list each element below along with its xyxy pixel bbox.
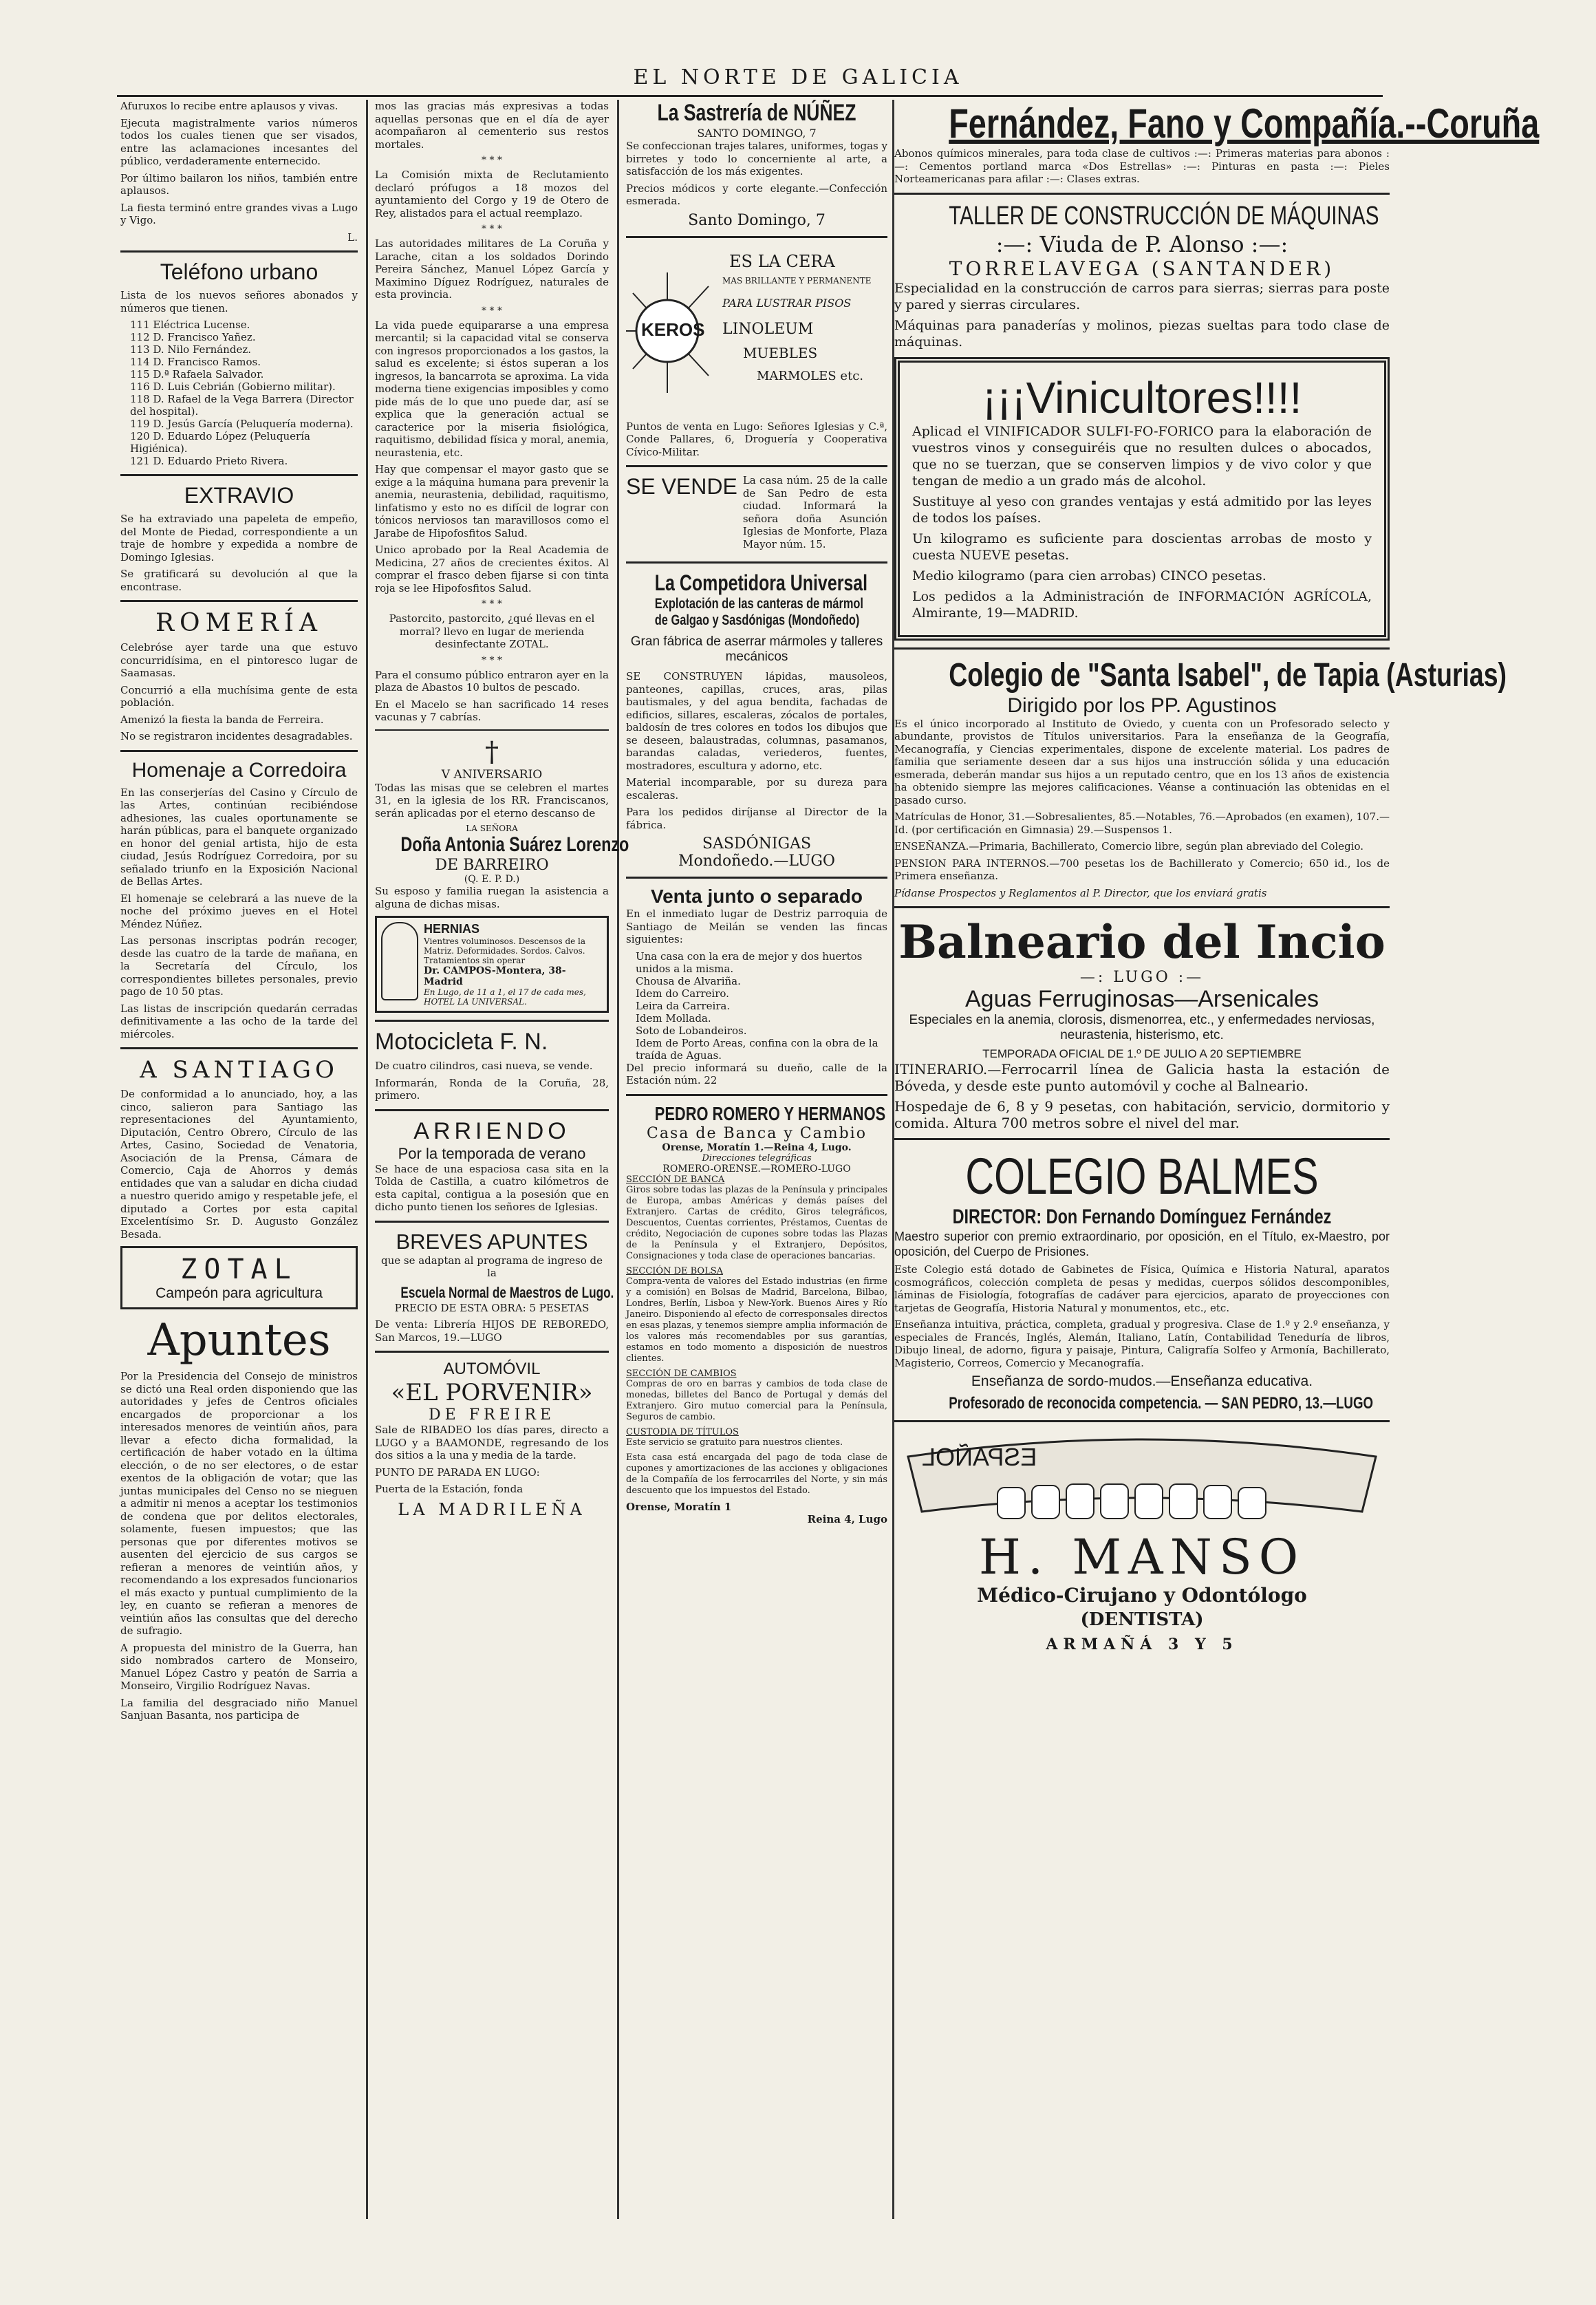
divider [894, 906, 1390, 908]
venta-list [626, 950, 887, 1062]
arriendo-title: ARRIENDO [413, 1117, 570, 1144]
divider [894, 1138, 1390, 1140]
telefono-title: Teléfono urbano [160, 259, 319, 284]
divider [120, 1047, 358, 1049]
balmes-title: COLEGIO BALMES [965, 1148, 1319, 1205]
divider [120, 600, 358, 602]
column-3: La Sastrería de NÚÑEZ SANTO DOMINGO, 7 Se confeccionan trajes talares, uniformes, togas y birretes y todo lo concerniente al arte, a satisfacción de los más exigentes. Precios módicos y corte elegante.—Confección esmerada. Santo Domingo, 7 KEROS ES LA CERA MAS BRILLANTE Y PERMANENTE PARA LUSTRAR PISOS LINOLEUM MUEBLES MARMOLES etc. Puntos de venta en Lugo: Señores Iglesias y C.ª, Conde Pallares, 6, Droguería y Cooperativa Cívico-Militar. SE VENDE La casa núm. 25 de la calle de San Pedro de esta ciudad. Informará la señora doña Asunción Iglesias de Monforte, Plaza Mayor núm. 15. La Competidora Universal Explotación de las canteras de mármol de Galgao y Sasdónigas (Mondoñedo) Gran fábrica de aserrar mármoles y talleres mecánicos SE CONSTRUYEN lápidas, mausoleos, panteones, capillas, cruces, aras, pilas bautismales, y del agua bendita, fachadas de edificios, sillares, escaleras, zócalos de portales, baldosín de tres colores en todos los dibujos que se deseen, balaustradas, columnas, pasamanos, barandas caladas, veriederos, fuentes, mostradores, escultura y adorno, etc. Material incomparable, por su dureza para escaleras. Para los pedidos diríjanse al Director de la fábrica. SASDÓNIGAS Mondoñedo.—LUGO Venta junto o separado En el inmediato lugar de Destriz parroquia de Santiago de Meilán se venden las fincas siguientes: Una casa con la era de mejor y dos huertos unidos a la misma. Chousa de Alvariña. Idem do Carreiro. Leira da Carreira. Idem Mollada. Soto de Lobandeiros. Idem de Porto Areas, confina con la obra de la traída de Aguas. Del precio informará su dueño, calle de la Estación núm. 22 PEDRO ROMERO Y HERMANOS Casa de Banca y Cambio Orense, Moratín 1.—Reina 4, Lugo. Direcciones telegráficas ROMERO-ORENSE.—ROMERO-LUGO SECCIÓN DE BANCA Giros sobre todas las plazas de la Península y principales de Europa, ambas Américas y demás países del Extranjero. Cartas de crédito, Giros telegráficos, Descuentos, Cuentas corrientes, Préstamos, Cuentas de crédito, Negociación de cupones sobre todas las Plazas de la Península y el Extranjero, Depósitos, Consignaciones y toda clase de operaciones bancarias. SECCIÓN DE BOLSA Compra-venta de valores del Estado industrias (en firme y a comisión) en Bolsas de Madrid, Barcelona, Bilbao, Londres, Berlín, Lisboa y New-York. Buenos Aires y Río Janeiro. Disponiendo al efecto de corresponsales directos en esas plazas, y tenemos siempre amplia información de los valores más recomendables por sus garantías, estamos en todo momento a disposición de nuestros clientes. SECCIÓN DE CAMBIOS Compras de oro en barras y cambios de toda clase de monedas, billetes del Banco de Portugal y demás del Extranjero. Giro mutuo comercial para la Península, Seguros de cambio. CUSTODIA DE TÍTULOS Este servicio se gratuito para nuestros clientes. Esta casa está encargada del pago de toda clase de cupones y amortizaciones de las acciones y obligaciones de la Compañía de los ferrocarriles del Norte, y sin más descuento que los impuestos del Estado. Orense, Moratín 1 Reina 4, Lugo [626, 100, 887, 1525]
list-item: 119 D. Jesús García (Peluquería moderna). [130, 418, 354, 430]
column-divider [366, 100, 368, 2219]
divider [894, 647, 1390, 650]
list-item: Soto de Lobandeiros. [636, 1024, 747, 1037]
breves-title: BREVES APUNTES [396, 1229, 588, 1254]
list-item: 120 D. Eduardo López (Peluquería Higiénica). [130, 430, 310, 455]
homenaje-title: Homenaje a Corredoira [131, 758, 347, 782]
newspaper-header: EL NORTE DE GALICIA [633, 65, 963, 89]
list-item: 115 D.ª Rafaela Salvador. [130, 368, 264, 380]
zotal-ad: ZOTAL Campeón para agricultura [120, 1246, 358, 1309]
taller-title: TALLER DE CONSTRUCCIÓN DE MÁQUINAS [949, 201, 1379, 231]
list-item: 121 D. Eduardo Prieto Rivera. [130, 455, 288, 467]
list-item: Una casa con la era de mejor y dos huertos unidos a la misma. [636, 950, 863, 975]
divider [375, 729, 609, 731]
divider [120, 250, 358, 253]
divider [626, 236, 887, 238]
divider [894, 1420, 1390, 1422]
list-item: Leira da Carreira. [636, 999, 731, 1012]
divider [626, 465, 887, 467]
column-1: Afuruxos lo recibe entre aplausos y vivas. Ejecuta magistralmente varios números todos los cuales tienen que ser visados, entre las aclamaciones incesantes del público, verdaderamente enternecido. Por último bailaron los niños, también entre aplausos. La fiesta terminó entre grandes vivas a Lugo y Vigo. L. Teléfono urbano Lista de los nuevos señores abonados y números que tienen. 111 Eléctrica Lucense. 112 D. Francisco Yañez. 113 D. Nilo Fernández. 114 D. Francisco Ramos. 115 D.ª Rafaela Salvador. 116 D. Luis Cebrián (Gobierno militar). 118 D. Rafael de la Vega Barrera (Director del hospital). 119 D. Jesús García (Peluquería moderna). 120 D. Eduardo López (Peluquería Higiénica). 121 D. Eduardo Prieto Rivera. EXTRAVIO Se ha extraviado una papeleta de empeño, del Monte de Piedad, correspondiente a un traje de hombre y expedida a nombre de Domingo Iglesias. Se gratificará su devolución al que la encontrase. ROMERÍA Celebróse ayer tarde una que estuvo concurridísima, en el pintoresco lugar de Saamasas. Concurrió a ella muchísima gente de esta población. Amenizó la fiesta la banda de Ferreira. No se registraron incidentes desagradables. Homenaje a Corredoira En las conserjerías del Casino y Círculo de las Artes, continúan recibiéndose adhesiones, las cuales oportunamente se harán públicas, para el banquete organizado en honor del genial artista, hijo de esta ciudad, Jesús Rodríguez Corredoira, por su señalado triunfo en la Exposición Nacional de Bellas Artes. El homenaje se celebrará a las nueve de la noche del próximo jueves en el Hotel Méndez Núñez. Las personas inscriptas podrán recoger, desde las cuatro de la tarde de mañana, en la Secretaría del Círculo, los correspondientes billetes personales, previo pago de 10 50 ptas. Las listas de inscripción quedarán cerradas definitivamente a las ocho de la tarde del miércoles. A SANTIAGO De conformidad a lo anunciado, hoy, a las cinco, salieron para Santiago las representaciones del Ayuntamiento, Diputación, Centro Obrero, Círculo de las Artes, Casino, Sociedad de Venatoria, Asociación de la Prensa, Cámara de Comercio, Caja de Ahorros y demás entidades que van a saludar en dicha ciudad a nuestro querido amigo y respetable jefe, el diputado a Cortes por esta capital Excelentísimo Sr. D. Augusto González Besada. ZOTAL Campeón para agricultura Apuntes Por la Presidencia del Consejo de ministros se dictó una Real orden disponiendo que las autoridades y jefes de Centros oficiales encargados de proporcionar a los interesados menores de veintiún años, para llevar a efecto dicha formalidad, la certificación de haber votado en la última elección, o de no ser electores, o de estar exentos de la obligación de votar; que las juntas municipales del Censo no se nieguen a admitir ni menos a aceptar los testimonios de condena que por delitos electorales, solamente, fuesen impuestos; que las personas que por diferentes motivos se ausenten del ejercicio de sus cargos se refieran a menores de veintiún años, y recomendando a los expresados funcionarios el más exacto y puntual cumplimiento de la ley, en cuanto se refieran a menores de veintiún años las consultas que del derecho de sufragio. A propuesta del ministro de la Guerra, han sido nombrados cartero de Monseiro, Manuel López Castro y peatón de Sarria a Monseiro, Virgilio Rodríguez Navas. La familia del desgraciado niño Manuel Sanjuan Basanta, nos participa de [120, 100, 358, 1722]
fernandez-title: Fernández, Fano y Compañía.--Coruña [949, 100, 1540, 147]
sevende-ad: SE VENDE La casa núm. 25 de la calle de San Pedro de esta ciudad. Informará la señora doña Asunción Iglesias de Monforte, Plaza Mayor núm. 15. [626, 474, 887, 550]
divider [375, 1020, 609, 1022]
motocicleta-title: Motocicleta F. N. [375, 1029, 548, 1055]
venta-title: Venta junto o separado [650, 886, 863, 907]
list-item: 114 D. Francisco Ramos. [130, 356, 261, 368]
pedro-title: PEDRO ROMERO Y HERMANOS [654, 1102, 886, 1124]
balneario-title: Balneario del Incio [898, 915, 1385, 969]
vinicultores-ad: ¡¡¡Vinicultores!!!! Aplicad el VINIFICADOR SULFI-FO-FORICO para la elaboración de vuestros vinos y conseguiréis que no resulten dulces o abocados, que no se tuerzan, que se conserven limpios y de vivo color y que tengan de medio a un grado más de alcohol. Sustituye al yeso con grandes ventajas y está admitido por las leyes de todos los países. Un kilogramo es suficiente para doscientas arrobas de mosto y cuesta NUEVE pesetas. Medio kilogramo (para cien arrobas) CINCO pesetas. Los pedidos a la Administración de INFORMACIÓN AGRÍCOLA, Almirante, 19—MADRID. [894, 357, 1390, 641]
sastreria-title: La Sastrería de NÚÑEZ [657, 100, 856, 126]
deceased-name: Doña Antonia Suárez Lorenzo [400, 833, 629, 856]
list-item: 111 Eléctrica Lucense. [130, 319, 250, 331]
column-2: mos las gracias más expresivas a todas aquellas personas que en el día de ayer acompañaron al cementerio sus restos mortales. * * * La Comisión mixta de Reclutamiento declaró prófugos a 18 mozos del ayuntamiento del Corgo y 19 de Otero de Rey, alistados para el actual reemplazo. * * * Las autoridades militares de La Coruña y Larache, citan a los soldados Dorindo Pereira Sánchez, Manuel López García y Maximino Díguez Rodríguez, naturales de esta provincia. * * * La vida puede equipararse a una empresa mercantil; si la capacidad vital se conserva con ingresos proporcionados a los gastos, la salud es excelente; si éstos superan a los ingresos, la bancarrota se aproxima. La vida moderna tiene exigencias imposibles y como pide más de lo que uno puede dar, así se explica que la generación actual se caracterice por la miseria fisiológica, raquitismo, debilidad física y moral, anemia, neurastenia, etc. Hay que compensar el mayor gasto que se exige a la máquina humana para prevenir la anemia, neurastenia, debilidad, raquitismo, linfatismo y esto no es difícil de lograr con tónicos nerviosos tan maravillosos como el Jarabe de Hipofosfitos Salud. Unico aprobado por la Real Academia de Medicina, 27 años de crecientes éxitos. Al comprar el frasco deben fijarse si con tinta roja se lee Hipofosfitos Salud. * * * Pastorcito, pastorcito, ¿qué llevas en el morral? llevo en lugar de merienda desinfectante ZOTAL. * * * Para el consumo público entraron ayer en la plaza de Abastos 10 bultos de pescado. En el Macelo se han sacrificado 14 reses vacunas y 7 cabrías. † V ANIVERSARIO Todas las misas que se celebren el martes 31, en la iglesia de los RR. Franciscanos, serán aplicadas por el eterno descanso de LA SEÑORA Doña Antonia Suárez Lorenzo DE BARREIRO (Q. E. P. D.) Su esposo y familia ruegan la asistencia a alguna de dichas misas. HERNIAS Vientres voluminosos. Descensos de la Matriz. Deformidades. Sordos. Calvos. Tratamientos sin operar Dr. CAMPOS-Montera, 38-Madrid En Lugo, de 11 a 1, el 17 de cada mes, HOTEL LA UNIVERSAL. Motocicleta F. N. De cuatro cilindros, casi nueva, se vende. Informarán, Ronda de la Coruña, 28, primero. ARRIENDO Por la temporada de verano Se hace de una espaciosa casa sita en la Tolda de Castilla, a cuatro kilómetros de esta capital, contigua a la posesión que en dicho punto tienen los señores de Iglesias. BREVES APUNTES que se adaptan al programa de ingreso de la Escuela Normal de Maestros de Lugo. PRECIO DE ESTA OBRA: 5 PESETAS De venta: Librería HIJOS DE REBOREDO, San Marcos, 19.—LUGO AUTOMÓVIL «EL PORVENIR» DE FREIRE Sale de RIBADEO los días pares, directo a LUGO y a BAAMONDE, regresando de los dos sitios a la una y media de la tarde. PUNTO DE PARADA EN LUGO: Puerta de la Estación, fonda LA MADRILEÑA [375, 100, 629, 1519]
extravio-title: EXTRAVIO [184, 483, 294, 508]
divider [120, 750, 358, 752]
keros-ad: KEROS ES LA CERA MAS BRILLANTE Y PERMANENTE PARA LUSTRAR PISOS LINOLEUM MUEBLES MARMOLES etc. [626, 245, 887, 420]
list-item: 116 D. Luis Cebrián (Gobierno militar). [130, 380, 336, 393]
list-item: Idem do Carreiro. [636, 987, 729, 1000]
santiago-title: A SANTIAGO [140, 1056, 338, 1084]
divider [120, 474, 358, 476]
apuntes-title: Apuntes [147, 1315, 331, 1366]
divider [375, 1221, 609, 1223]
column-4: Fernández, Fano y Compañía.--Coruña Abonos químicos minerales, para toda clase de cultivos :—: Primeras materias para abonos :—: Cementos portland marca «Dos Estrellas» :—: Pinturas en pasta :—: Pieles Norteamericanas para afilar :—: Clases extras. TALLER DE CONSTRUCCIÓN DE MÁQUINAS :—: Viuda de P. Alonso :—: TORRELAVEGA (SANTANDER) Especialidad en la construcción de carros para sierras; sierras para poste y pared y sierras circulares. Máquinas para panaderías y molinos, piezas sueltas para todo clase de máquinas. ¡¡¡Vinicultores!!!! Aplicad el VINIFICADOR SULFI-FO-FORICO para la elaboración de vuestros vinos y conseguiréis que no resulten dulces o abocados, que no se tuerzan, que se conserven limpios y de vivo color y que tengan de medio a un grado más de alcohol. Sustituye al yeso con grandes ventajas y está admitido por las leyes de todos los países. Un kilogramo es suficiente para doscientas arrobas de mosto y cuesta NUEVE pesetas. Medio kilogramo (para cien arrobas) CINCO pesetas. Los pedidos a la Administración de INFORMACIÓN AGRÍCOLA, Almirante, 19—MADRID. Colegio de "Santa Isabel", de Tapia (Asturias) Dirigido por los PP. Agustinos Es el único incorporado al Instituto de Oviedo, y cuenta con un Profesorado selecto y abundante, provistos de Títulos universitarios. Para la enseñanza de la Geografía, Mecanografía, y Ciencias experimentales, dispone de excelente material. Los padres de familia que seriamente deseen dar a sus hijos una instrucción sólida y una educación esmerada, deberán mandar sus hijos a un reputado centro, que en los 13 años de existencia ha obtenido siempre las mejores calificaciones. Véanse a continuación las obtenidas en el pasado curso. Matrículas de Honor, 31.—Sobresalientes, 85.—Notables, 76.—Aprobados (en examen), 107.—Id. (por certificación en Gimnasia) 29.—Suspensos 1. ENSEÑANZA.—Primaria, Bachillerato, Comercio libre, según plan abreviado del Colegio. PENSION PARA INTERNOS.—700 pesetas los de Bachillerato y Comercio; 650 id., los de Primera enseñanza. Pídanse Prospectos y Reglamentos al P. Director, que los enviará gratis Balneario del Incio —: LUGO :— Aguas Ferruginosas—Arsenicales Especiales en la anemia, clorosis, dismenorrea, etc., y enfermedades nerviosas, neurastenia, histerismo, etc. TEMPORADA OFICIAL DE 1.º DE JULIO A 20 SEPTIEMBRE ITINERARIO.—Ferrocarril línea de Galicia hasta la estación de Bóveda, y desde este punto automóvil y coche al Balneario. Hospedaje de 6, 8 y 9 pesetas, con habitación, servicio, dormitorio y comida. Altura 700 metros sobre el nivel del mar. COLEGIO BALMES DIRECTOR: Don Fernando Domínguez Fernández Maestro superior con premio extraordinario, por oposición, en el Título, ex-Maestro, por oposición, del Cuerpo de Prisiones. Este Colegio está dotado de Gabinetes de Física, Química e Historia Natural, aparatos cosmográficos, colección completa de pesas y medidas, cuerpos sólidos descomponibles, láminas de Fisiología, fotografías de cadáver para ejercicios, aparato de proyecciones con tarjetas de Geografía, Historia Natural y monumentos, etc., etc. Enseñanza intuitiva, práctica, completa, gradual y progresiva. Clase de 1.º y 2.º enseñanza, y especiales de Francés, Inglés, Alemán, Italiano, Latín, Contabilidad Teneduría de libros, Dibujo lineal, de adorno, figura y paisaje, Pintura, Caligrafía Solfeo y Armonía, Bachillerato, Magisterio, Correos, Comercio y Mecanografía. Enseñanza de sordo-mudos.—Enseñanza educativa. Profesorado de reconocida competencia. — SAN PEDRO, 13.—LUGO ESPAÑOL H. MANSO Médico-Cirujano y Odontólogo (DENTISTA) ARMAÑÁ 3 Y 5 [894, 100, 1540, 1653]
manso-ad: ESPAÑOL H. MANSO Médico-Cirujano y Odontólogo (DENTISTA) [894, 1429, 1390, 1636]
header-rule [117, 95, 1383, 97]
list-item: Idem de Porto Areas, confina con la obra de la traída de Aguas. [636, 1036, 878, 1062]
list-item: 113 D. Nilo Fernández. [130, 343, 251, 356]
list-item: Idem Mollada. [636, 1011, 711, 1025]
telefono-list [120, 319, 358, 467]
romeria-title: ROMERÍA [155, 609, 323, 637]
column-divider [617, 100, 619, 2219]
competidora-title: La Competidora Universal [654, 570, 868, 595]
figure-icon [381, 922, 418, 1000]
colegio-isabel-title: Colegio de "Santa Isabel", de Tapia (Asturias) [949, 656, 1507, 694]
divider [375, 1351, 609, 1353]
cross-icon: † [485, 736, 499, 768]
divider [626, 877, 887, 879]
list-item: 118 D. Rafael de la Vega Barrera (Director del hospital). [130, 393, 354, 418]
divider [626, 561, 887, 564]
divider [894, 193, 1390, 195]
list-item: 112 D. Francisco Yañez. [130, 331, 256, 343]
list-item: Chousa de Alvariña. [636, 974, 741, 987]
divider [375, 1109, 609, 1111]
divider [626, 1094, 887, 1096]
intro-article: Afuruxos lo recibe entre aplausos y vivas. Ejecuta magistralmente varios números todos los cuales tienen que ser visados, entre las aclamaciones incesantes del público, verdaderamente enternecido. Por último bailaron los niños, también entre aplausos. La fiesta terminó entre grandes vivas a Lugo y Vigo. L. [120, 100, 358, 244]
hernias-ad: HERNIAS Vientres voluminosos. Descensos de la Matriz. Deformidades. Sordos. Calvos. Tratamientos sin operar Dr. CAMPOS-Montera, 38-Madrid En Lugo, de 11 a 1, el 17 de cada mes, HOTEL LA UNIVERSAL. [375, 916, 609, 1013]
